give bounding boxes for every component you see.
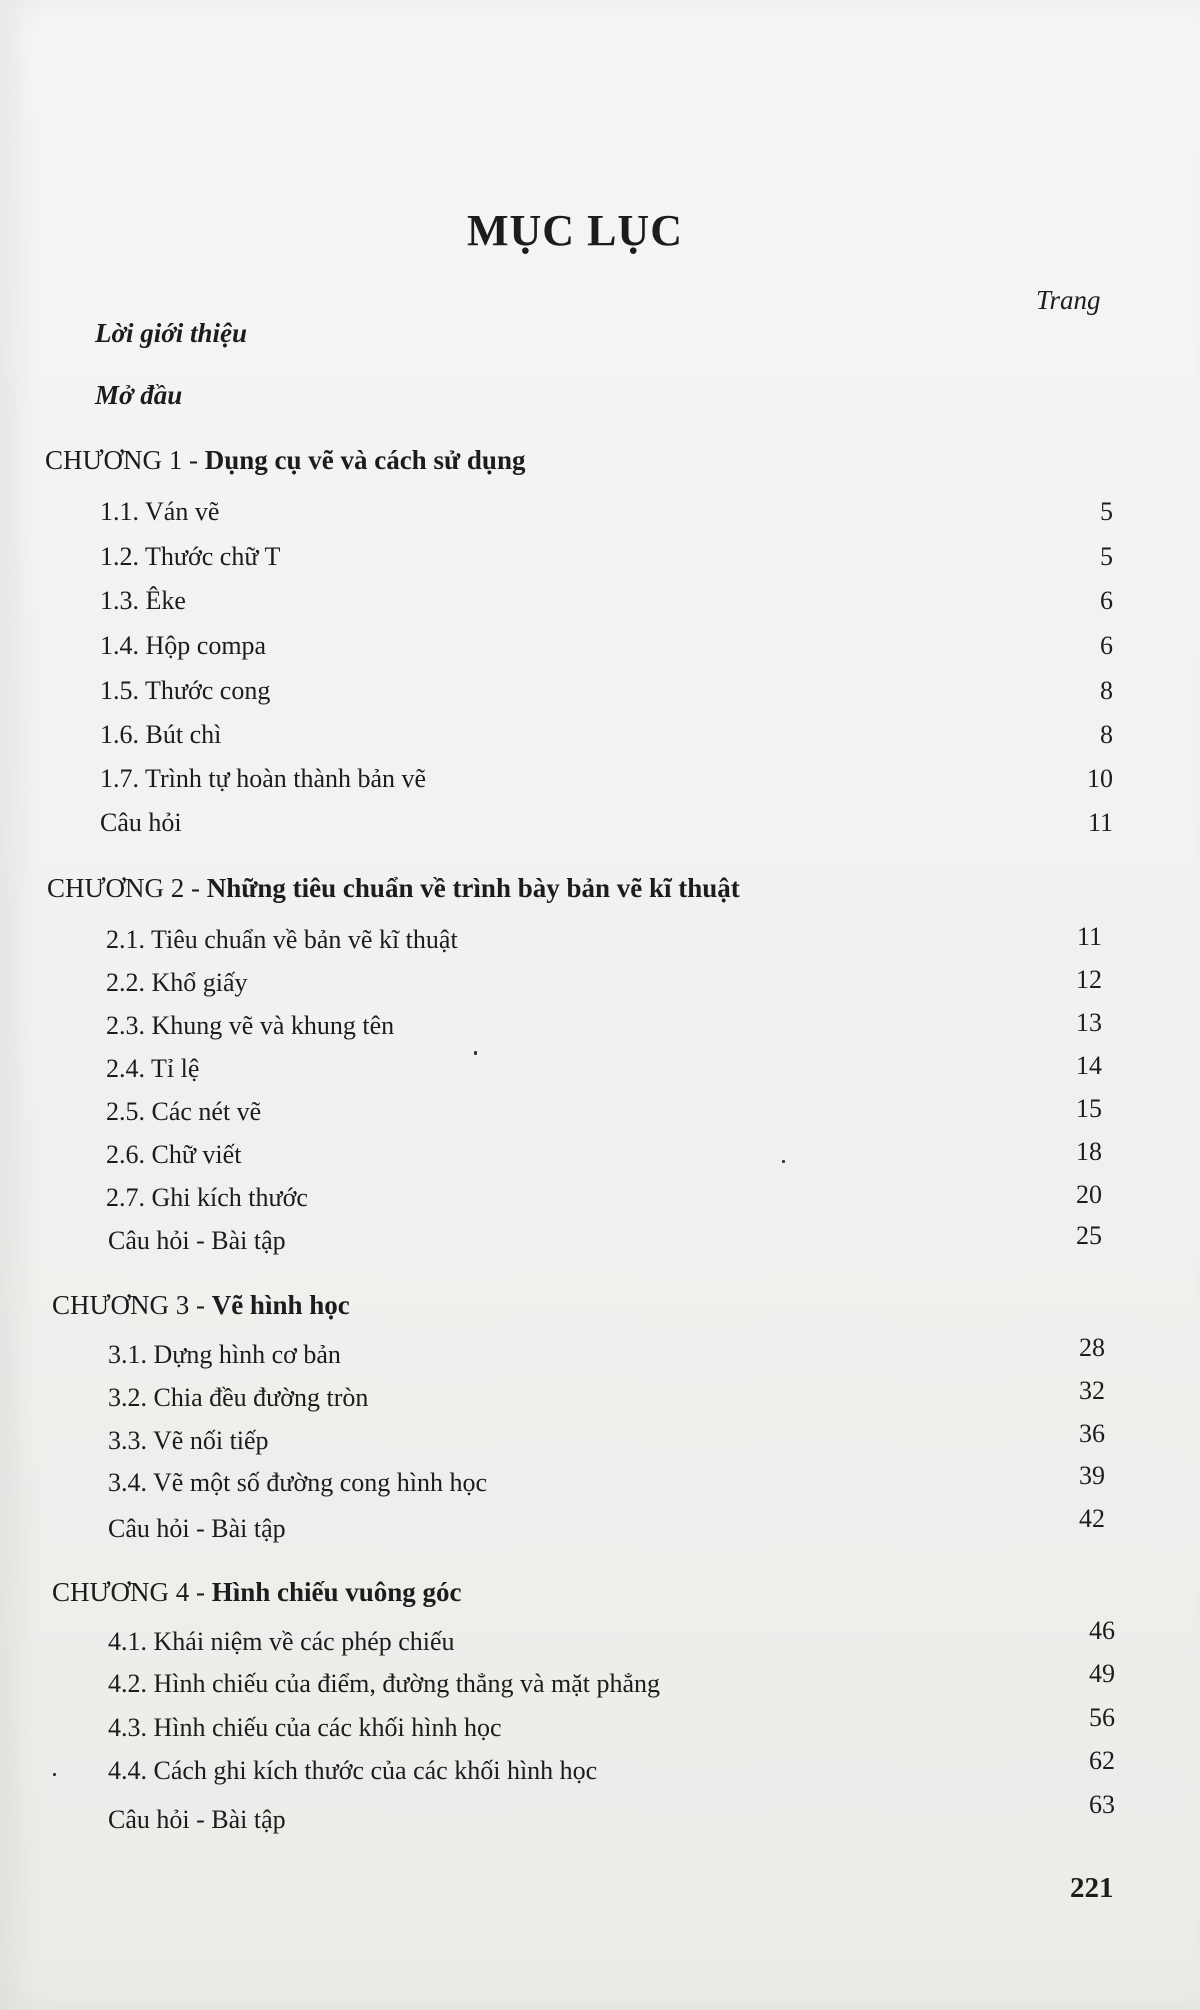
toc-entry: 2.4. Tỉ lệ [106, 1054, 200, 1083]
toc-page-number: 63 [1089, 1790, 1115, 1819]
toc-entry: 2.5. Các nét vẽ [106, 1097, 262, 1126]
page-column-label: Trang [1036, 285, 1101, 315]
print-speck [782, 1160, 785, 1163]
toc-intro-preface: Mở đầu [95, 380, 183, 410]
toc-page-number: 6 [1100, 631, 1113, 660]
chapter-heading [52, 1290, 350, 1321]
toc-entry: Câu hỏi - Bài tập [108, 1226, 286, 1255]
chapter-heading [47, 873, 740, 904]
toc-entry: 1.1. Ván vẽ [100, 497, 220, 526]
toc-entry: 3.4. Vẽ một số đường cong hình học [108, 1468, 488, 1497]
chapter-prefix: CHƯƠNG 4 - [52, 1577, 212, 1607]
toc-page-number: 56 [1089, 1703, 1115, 1732]
chapter-heading [52, 1577, 462, 1608]
chapter-prefix: CHƯƠNG 3 - [52, 1290, 212, 1320]
toc-page-number: 13 [1076, 1008, 1102, 1037]
toc-entry: 1.3. Êke [100, 586, 186, 615]
toc-entry: 1.2. Thước chữ T [100, 542, 281, 571]
toc-entry: 2.1. Tiêu chuẩn về bản vẽ kĩ thuật [106, 925, 458, 954]
toc-entry: 3.3. Vẽ nối tiếp [108, 1426, 269, 1455]
toc-page-number: 28 [1079, 1333, 1105, 1362]
toc-intro-foreword: Lời giới thiệu [95, 318, 247, 348]
toc-entry: 2.2. Khổ giấy [106, 968, 248, 997]
toc-entry: 3.1. Dựng hình cơ bản [108, 1340, 341, 1369]
toc-entry: 2.7. Ghi kích thước [106, 1183, 308, 1212]
toc-page-number: 5 [1100, 542, 1113, 571]
toc-page-number: 12 [1076, 965, 1102, 994]
toc-entry: Câu hỏi - Bài tập [108, 1805, 286, 1834]
toc-entry: 4.4. Cách ghi kích thước của các khối hình học [108, 1756, 598, 1785]
toc-entry: 4.2. Hình chiếu của điểm, đường thẳng và mặt phẳng [108, 1669, 661, 1698]
toc-page-number: 6 [1100, 586, 1113, 615]
toc-page-number: 5 [1100, 497, 1113, 526]
toc-entry: 1.7. Trình tự hoàn thành bản vẽ [100, 764, 427, 793]
toc-entry: 4.3. Hình chiếu của các khối hình học [108, 1713, 502, 1742]
toc-entry: 1.6. Bút chì [100, 720, 222, 749]
print-speck [474, 1051, 477, 1055]
chapter-name: Vẽ hình học [211, 1290, 350, 1320]
toc-entry: 2.6. Chữ viết [106, 1140, 242, 1169]
toc-page-number: 14 [1076, 1051, 1102, 1080]
chapter-heading [45, 445, 525, 476]
toc-page-number: 39 [1079, 1461, 1105, 1490]
toc-page-number: 42 [1079, 1504, 1105, 1533]
toc-entry: Câu hỏi [100, 808, 182, 837]
toc-page-number: 8 [1100, 720, 1113, 749]
toc-page-number: 62 [1089, 1746, 1115, 1775]
toc-page-number: 11 [1076, 922, 1102, 951]
toc-page-number: 25 [1076, 1221, 1102, 1250]
toc-page-number: 11 [1087, 808, 1113, 837]
toc-entry: 3.2. Chia đều đường tròn [108, 1383, 369, 1412]
toc-entry: 2.3. Khung vẽ và khung tên [106, 1011, 395, 1040]
toc-page-number: 8 [1100, 676, 1113, 705]
page-title: MỤC LỤC [467, 206, 683, 255]
toc-page-number: 36 [1079, 1419, 1105, 1448]
toc-page-number: 10 [1087, 764, 1113, 793]
toc-entry: 1.4. Hộp compa [100, 631, 267, 660]
chapter-prefix: CHƯƠNG 2 - [47, 873, 207, 903]
chapter-name: Những tiêu chuẩn về trình bày bản vẽ kĩ thuật [206, 873, 740, 903]
toc-entry: Câu hỏi - Bài tập [108, 1514, 286, 1543]
page-number: 221 [1070, 1872, 1114, 1904]
toc-page-number: 46 [1089, 1616, 1115, 1645]
toc-entry: 4.1. Khái niệm về các phép chiếu [108, 1627, 455, 1656]
toc-entry: 1.5. Thước cong [100, 676, 271, 705]
toc-page-number: 49 [1089, 1659, 1115, 1688]
print-speck [53, 1773, 56, 1776]
toc-page-number: 15 [1076, 1094, 1102, 1123]
toc-page-number: 20 [1076, 1180, 1102, 1209]
chapter-prefix: CHƯƠNG 1 - [45, 445, 205, 475]
toc-page-number: 32 [1079, 1376, 1105, 1405]
chapter-name: Dụng cụ vẽ và cách sử dụng [204, 445, 526, 475]
chapter-name: Hình chiếu vuông góc [211, 1577, 462, 1607]
toc-page-number: 18 [1076, 1137, 1102, 1166]
